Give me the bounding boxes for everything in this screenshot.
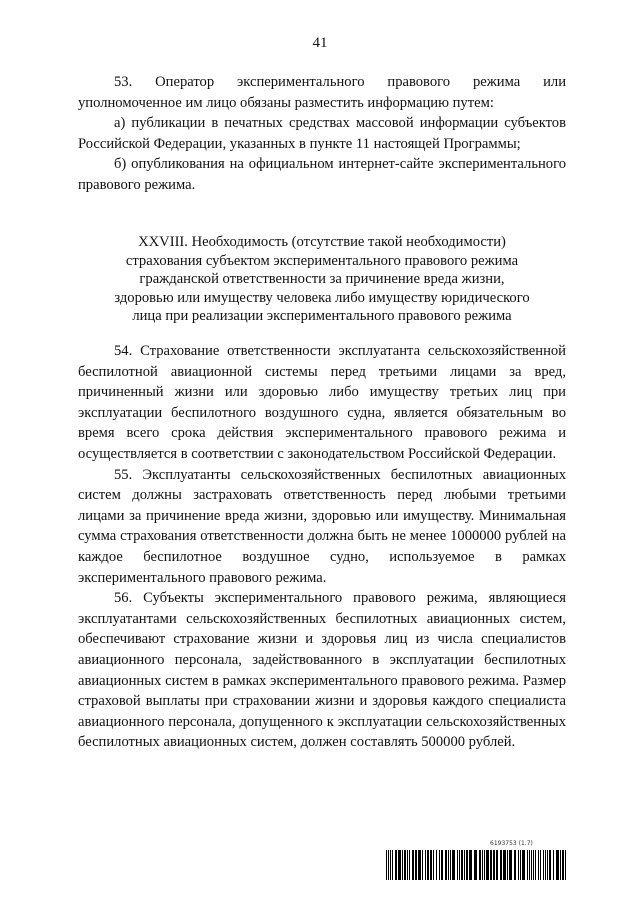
paragraph-56: 56. Субъекты экспериментального правового режима, являющиеся эксплуатантами сельскохозяйственных беспилотных авиационных систем, обеспечивают страхование жизни и здоровья лиц из числа специалистов авиационного персонала, задействованного в эксплуатации беспилотных авиационных систем в рамках экспериментального правового режима. Размер страховой выплаты при страховании жизни и здоровья каждого специалиста авиационного персонала, допущенного к эксплуатации сельскохозяйственных беспилотных авиационных систем, должен составлять 500000 рублей. xyxy=(78,590,566,751)
heading-line: страхования субъектом экспериментального правового режима xyxy=(125,252,519,269)
section-1-text xyxy=(78,72,566,196)
barcode-number: 6193753 (1.7) xyxy=(490,840,533,847)
paragraph-53-a: а) публикации в печатных средствах массовой информации субъектов Российской Федерации, указанных в пункте 11 настоящей Программы; xyxy=(78,115,566,152)
barcode-bars xyxy=(386,850,568,880)
page-number: 41 xyxy=(312,35,328,51)
paragraph-55: 55. Эксплуатанты сельскохозяйственных беспилотных авиационных систем должны застраховать ответственность перед любыми третьими лицами за причинение вреда жизни, здоровью или имуществу. Минимальная сумма страхования ответственности должна быть не менее 1000000 рублей на каждое беспилотное воздушное судно, используемое в рамках экспериментального правового режима. xyxy=(78,466,566,586)
paragraph-53-b: б) опубликования на официальном интернет-сайте экспериментального правового режима. xyxy=(78,156,566,193)
paragraph-54: 54. Страхование ответственности эксплуатанта сельскохозяйственной беспилотной авиационной системы перед третьими лицами за вред, причиненный жизни или здоровью либо имуществу третьих лиц при эксплуатации беспилотного воздушного судна, является обязательным во время всего срока действия экспериментального правового режима и осуществляется в соответствии с законодательством Российской Федерации. xyxy=(78,343,566,462)
section-2-text xyxy=(78,341,566,753)
heading-line: гражданской ответственности за причинение вреда жизни, xyxy=(139,271,505,288)
heading-line: XXVIII. Необходимость (отсутствие такой необходимости) xyxy=(138,234,506,250)
paragraph-53: 53. Оператор экспериментального правового режима или уполномоченное им лицо обязаны разместить информацию путем: xyxy=(78,74,566,111)
barcode xyxy=(386,838,568,880)
heading-line: лица при реализации экспериментального правового режима xyxy=(132,308,512,325)
section-heading-xxviii xyxy=(78,233,566,326)
heading-line: здоровью или имуществу человека либо имуществу юридического xyxy=(114,289,530,306)
